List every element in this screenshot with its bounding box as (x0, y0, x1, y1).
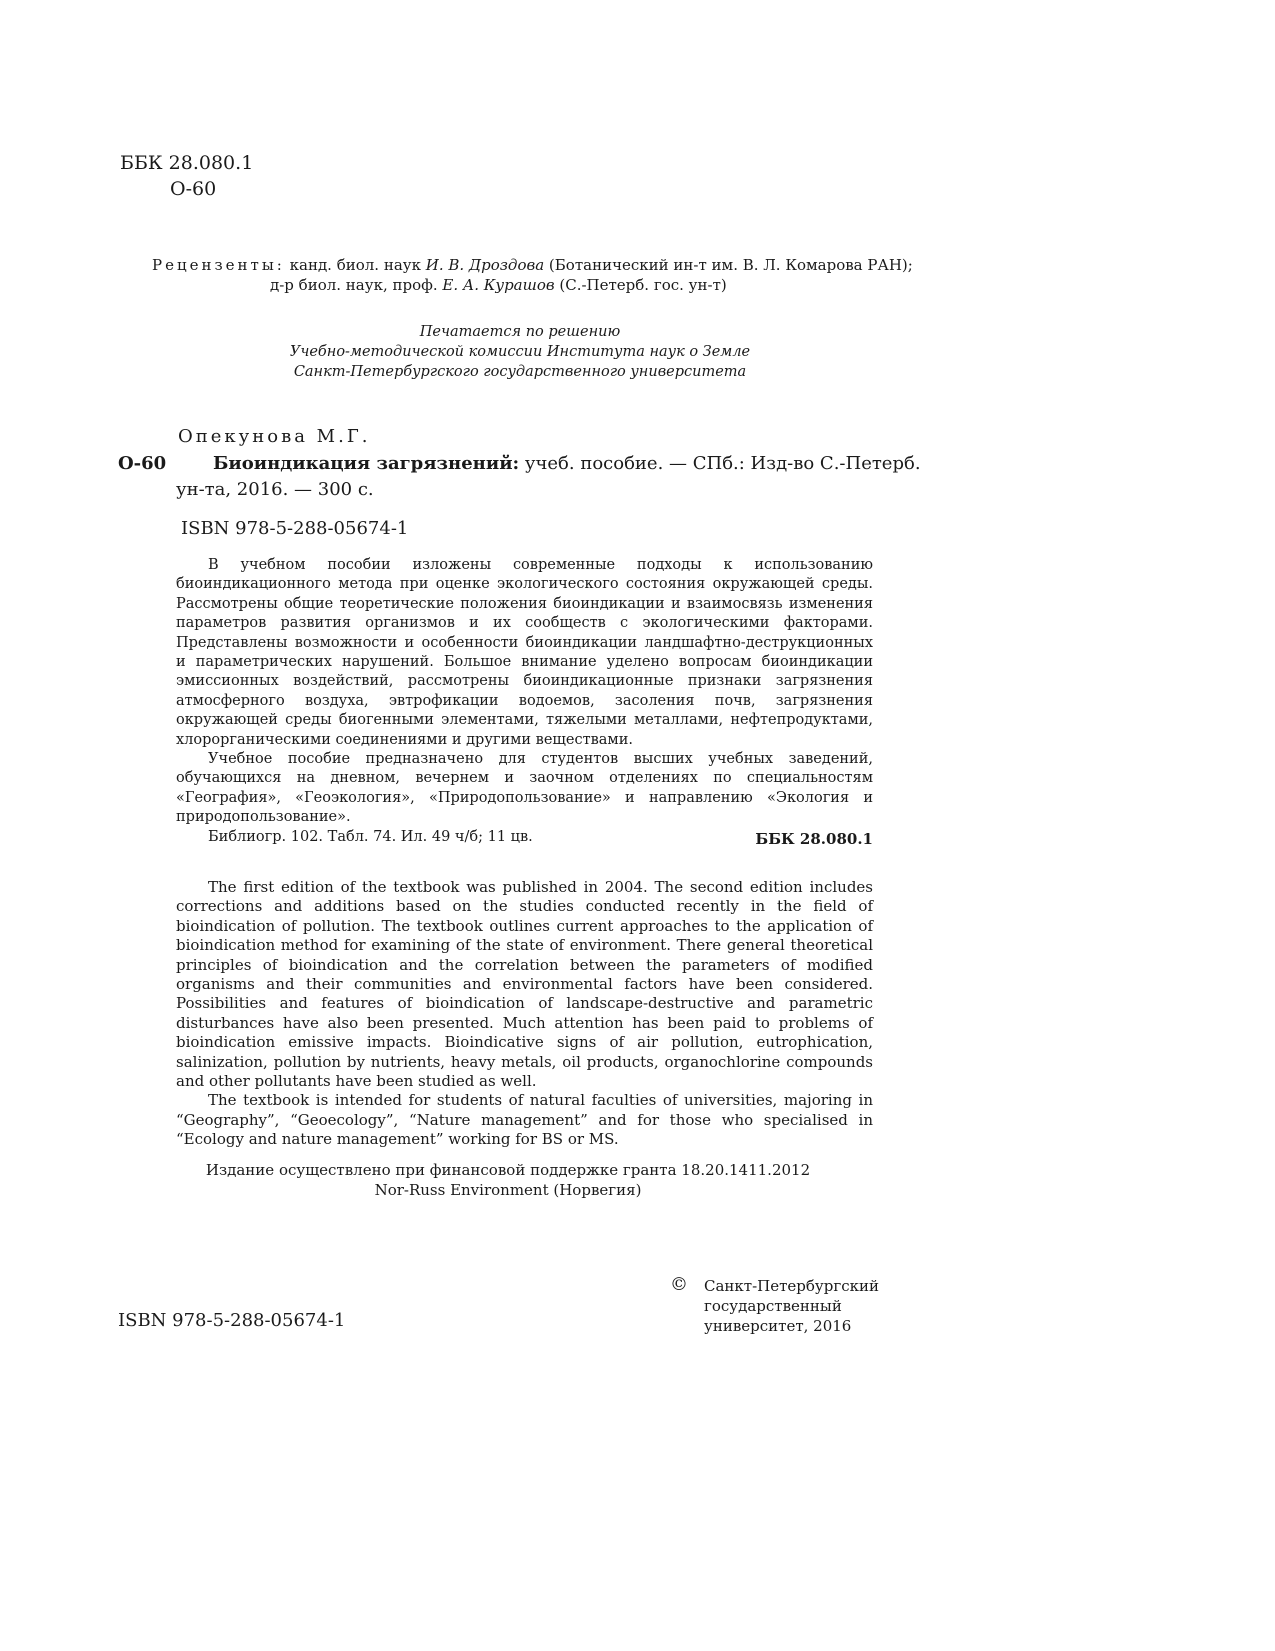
reviewer2-affiliation: (С.-Петерб. гос. ун-т) (554, 276, 727, 294)
catalog-title: Биоиндикация загрязнений: (213, 453, 520, 474)
catalog-author: Опекунова М.Г. (178, 426, 371, 447)
abstract-ru (176, 556, 873, 847)
reviewer1-affiliation: (Ботанический ин-т им. В. Л. Комарова РАН); (544, 256, 913, 274)
catalog-isbn: ISBN 978-5-288-05674-1 (181, 518, 409, 539)
funding-note (140, 1160, 876, 1200)
reviewer2-name: Е. А. Курашов (442, 276, 555, 294)
approval-line: Санкт-Петербургского государственного университета (293, 364, 747, 380)
bbk-right: ББК 28.080.1 (755, 830, 873, 848)
copyright-holder-line: Санкт-Петербургский (704, 1277, 879, 1295)
bbk-author-mark: О-60 (170, 178, 217, 200)
bbk-code: ББК 28.080.1 (120, 152, 254, 174)
reviewer2-degree: д-р биол. наук, проф. (270, 276, 443, 294)
footer-isbn: ISBN 978-5-288-05674-1 (118, 1310, 346, 1331)
abstract-ru-bibliography: Библиогр. 102. Табл. 74. Ил. 49 ч/б; 11 цв. (208, 828, 533, 845)
catalog-line1-rest: учеб. пособие. — СПб.: Изд-во С.-Петерб. (519, 453, 921, 474)
catalog-line2: ун-та, 2016. — 300 с. (176, 479, 374, 500)
abstract-ru-paragraph: В учебном пособии изложены современные подходы к использованию биоиндикационного метода при оценке экологического состояния окружающей среды. Рассмотрены общие теоретические положения биоиндикации и взаимосвязь изменения параметров развития организмов и их сообществ с экологическими факторами. Представлены возможности и особенности биоиндикации ландшафтно-деструкционных и параметрических нарушений. Большое внимание уделено вопросам биоиндикации эмиссионных воздействий, рассмотрены биоиндикационные признаки загрязнения атмосферного воздуха, эвтрофикации водоемов, засоления почв, загрязнения окружающей среды биогенными элементами, тяжелыми металлами, нефтепродуктами, хлорорганическими соединениями и другими веществами. (176, 557, 873, 748)
abstract-ru-paragraph: Учебное пособие предназначено для студентов высших учебных заведений, обучающихся на дневном, вечернем и заочном отделениях по специальностям «География», «Геоэкология», «Природопользование» и направлению «Экология и природопользование». (176, 751, 873, 826)
reviewer1-degree: канд. биол. наук (289, 256, 426, 274)
approval-line: Печатается по решению (419, 324, 621, 340)
approval-line: Учебно-методической комиссии Института наук о Земле (289, 344, 751, 360)
catalog-mark: О-60 (118, 453, 167, 474)
reviewers-label: Рецензенты: (152, 256, 285, 274)
abstract-en-paragraph: The first edition of the textbook was published in 2004. The second edition includes corrections and additions based on the studies conducted recently in the field of bioindication of pollution. The textbook outlines current approaches to the application of bioindication method for examining of the state of environment. There general theoretical principles of bioindication and the correlation between the parameters of modified organisms and their communities and environmental factors have been considered. Possibilities and features of bioindication of landscape-destructive and parametric disturbances have also been presented. Much attention has been paid to problems of bioindication emissive impacts. Bioindicative signs of air pollution, eutrophication, salinization, pollution by nutrients, heavy metals, oil products, organochlorine compounds and other pollutants have been studied as well. (176, 878, 873, 1091)
reviewer1-name: И. В. Дроздова (425, 256, 545, 274)
reviewers (152, 255, 913, 295)
funding-line: Nor-Russ Environment (Норвегия) (374, 1181, 642, 1199)
approval-block (170, 322, 870, 382)
catalog-line1 (213, 453, 921, 474)
copyright-holder-line: государственный (704, 1297, 842, 1315)
copyright-holder-line: университет, 2016 (704, 1317, 852, 1335)
funding-line: Издание осуществлено при финансовой поддержке гранта 18.20.1411.2012 (205, 1161, 811, 1179)
abstract-en-paragraph: The textbook is intended for students of natural faculties of universities, majoring in “Geography”, “Geoecology”, “Nature management” and for those who specialised in “Ecology and nature management” working for BS or MS. (176, 1091, 873, 1149)
abstract-en (176, 878, 873, 1150)
copyright-symbol: © (670, 1274, 688, 1295)
copyright-holder (704, 1276, 879, 1336)
